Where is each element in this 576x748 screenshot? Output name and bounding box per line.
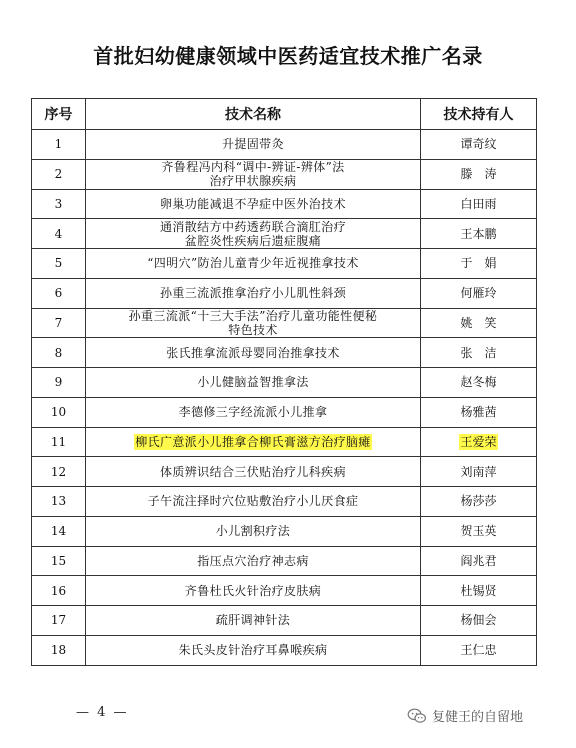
row-number-text: 12 xyxy=(50,464,67,479)
technology-holder xyxy=(421,516,537,546)
row-number-text: 16 xyxy=(50,583,67,598)
table-row xyxy=(32,606,537,636)
row-number xyxy=(32,546,86,576)
technology-name-text: 孙重三流派“十三大手法”治疗儿童功能性便秘 xyxy=(128,308,378,323)
row-number-text: 10 xyxy=(50,405,67,420)
technology-name-line1 xyxy=(86,286,420,300)
page-number: — 4 — xyxy=(76,705,129,720)
table-row xyxy=(32,219,537,249)
technology-name-line1 xyxy=(86,197,420,211)
technology-name-text: 疏肝调神针法 xyxy=(215,613,291,628)
technology-name-line1 xyxy=(86,554,420,568)
technology-name xyxy=(86,427,421,457)
technology-name-line2: 特色技术 xyxy=(228,322,278,337)
technology-holder xyxy=(421,546,537,576)
technology-holder xyxy=(421,130,537,160)
row-number-text: 3 xyxy=(54,196,63,211)
technology-name xyxy=(86,130,421,160)
holder-name-text: 杨雅茜 xyxy=(460,405,497,420)
table-row xyxy=(32,516,537,546)
technology-name xyxy=(86,338,421,368)
technology-holder xyxy=(421,368,537,398)
holder-name-text: 滕 涛 xyxy=(460,167,497,182)
technology-name xyxy=(86,606,421,636)
technology-name-line1 xyxy=(86,309,420,323)
holder-name-text: 阎兆君 xyxy=(460,553,497,568)
table-row xyxy=(32,249,537,279)
technology-holder xyxy=(421,397,537,427)
row-number xyxy=(32,576,86,606)
technology-holder xyxy=(421,606,537,636)
row-number-text: 1 xyxy=(54,137,63,152)
technology-name-line1 xyxy=(86,465,420,479)
watermark xyxy=(407,706,523,725)
technology-name-line1 xyxy=(86,346,420,360)
technology-name-text: 柳氏广意派小儿推拿合柳氏膏滋方治疗脑瘫 xyxy=(135,434,371,449)
technology-holder xyxy=(421,487,537,517)
technology-table xyxy=(31,98,537,666)
holder-name-text: 杨佃会 xyxy=(460,613,497,628)
holder-name-text: 王爱荣 xyxy=(460,434,497,449)
row-number xyxy=(32,278,86,308)
table-row xyxy=(32,278,537,308)
row-number xyxy=(32,249,86,279)
technology-name xyxy=(86,576,421,606)
technology-name xyxy=(86,546,421,576)
row-number-text: 17 xyxy=(50,613,67,628)
row-number xyxy=(32,487,86,517)
technology-holder xyxy=(421,427,537,457)
technology-name-text: 指压点穴治疗神志病 xyxy=(197,553,309,568)
technology-name xyxy=(86,368,421,398)
row-number-text: 8 xyxy=(54,345,63,360)
holder-name-text: 赵冬梅 xyxy=(460,375,497,390)
holder-name-text: 谭奇纹 xyxy=(460,137,497,152)
holder-name-text: 贺玉英 xyxy=(460,524,497,539)
technology-name-line1 xyxy=(86,256,420,270)
holder-name-text: 白田雨 xyxy=(460,196,497,211)
technology-holder xyxy=(421,457,537,487)
holder-name-text: 王仁忠 xyxy=(460,643,497,658)
row-number xyxy=(32,397,86,427)
table-row xyxy=(32,457,537,487)
row-number xyxy=(32,338,86,368)
technology-name xyxy=(86,487,421,517)
holder-name-text: 于 娟 xyxy=(460,256,497,271)
row-number-text: 14 xyxy=(50,524,67,539)
table-row xyxy=(32,487,537,517)
technology-name xyxy=(86,308,421,338)
table-row xyxy=(32,308,537,338)
table-row xyxy=(32,546,537,576)
technology-holder xyxy=(421,278,537,308)
table-row xyxy=(32,338,537,368)
row-number-text: 15 xyxy=(50,553,67,568)
technology-holder xyxy=(421,338,537,368)
row-number xyxy=(32,606,86,636)
row-number-text: 6 xyxy=(54,286,63,301)
holder-name-text: 杨莎莎 xyxy=(460,494,497,509)
row-number xyxy=(32,189,86,219)
technology-name-text: 子午流注择时穴位贴敷治疗小儿厌食症 xyxy=(147,494,359,509)
technology-name-text: 张氏推拿流派母婴同治推拿技术 xyxy=(166,345,340,360)
row-number-text: 11 xyxy=(50,434,67,449)
row-number xyxy=(32,159,86,189)
holder-name-text: 姚 笑 xyxy=(460,315,497,330)
row-number-text: 18 xyxy=(50,643,67,658)
technology-name xyxy=(86,189,421,219)
technology-name-line2: 盆腔炎性疾病后遗症腹痛 xyxy=(184,233,322,248)
technology-holder xyxy=(421,308,537,338)
header-holder: 技术持有人 xyxy=(421,99,537,130)
table-row xyxy=(32,130,537,160)
technology-name-text: 齐鲁杜氏火针治疗皮肤病 xyxy=(184,583,322,598)
table-row xyxy=(32,397,537,427)
wechat-icon xyxy=(407,708,427,724)
row-number xyxy=(32,130,86,160)
technology-holder xyxy=(421,576,537,606)
technology-name-text: 体质辨识结合三伏贴治疗儿科疾病 xyxy=(159,464,346,479)
technology-name-text: 升提固带灸 xyxy=(221,137,284,152)
technology-holder xyxy=(421,219,537,249)
technology-name xyxy=(86,457,421,487)
technology-name-line1 xyxy=(86,494,420,508)
technology-name-text: “四明穴”防治儿童青少年近视推拿技术 xyxy=(147,256,359,271)
technology-name xyxy=(86,159,421,189)
row-number-text: 7 xyxy=(54,315,63,330)
row-number-text: 4 xyxy=(54,226,63,241)
table-header-row xyxy=(32,99,537,130)
technology-holder xyxy=(421,249,537,279)
holder-name-text: 杜锡贤 xyxy=(460,583,497,598)
header-number: 序号 xyxy=(32,99,86,130)
technology-name-text: 小儿健脑益智推拿法 xyxy=(197,375,309,390)
technology-name-text: 小儿割积疗法 xyxy=(215,524,291,539)
table-row xyxy=(32,427,537,457)
table-row xyxy=(32,368,537,398)
row-number xyxy=(32,635,86,665)
technology-name-line1 xyxy=(86,220,420,234)
technology-name-text: 齐鲁程冯内科“调中-辨证-辨体”法 xyxy=(161,160,345,175)
technology-holder xyxy=(421,159,537,189)
technology-holder xyxy=(421,189,537,219)
technology-name xyxy=(86,219,421,249)
row-number xyxy=(32,308,86,338)
technology-name-line1 xyxy=(86,160,420,174)
table-row xyxy=(32,635,537,665)
technology-name xyxy=(86,249,421,279)
technology-name xyxy=(86,397,421,427)
technology-name-text: 卵巢功能减退不孕症中医外治技术 xyxy=(159,196,346,211)
technology-name-line1 xyxy=(86,613,420,627)
holder-name-text: 何雁玲 xyxy=(460,286,497,301)
technology-name-text: 孙重三流派推拿治疗小儿肌性斜颈 xyxy=(159,286,346,301)
technology-name-text: 通消散结方中药透药联合滴肛治疗 xyxy=(159,219,346,234)
row-number xyxy=(32,219,86,249)
holder-name-text: 王本鹏 xyxy=(460,226,497,241)
technology-name-line1 xyxy=(86,375,420,389)
row-number-text: 2 xyxy=(54,167,63,182)
row-number-text: 5 xyxy=(54,256,63,271)
technology-name-line1 xyxy=(86,137,420,151)
technology-name-line1 xyxy=(86,643,420,657)
table-row xyxy=(32,159,537,189)
technology-name-line1 xyxy=(86,405,420,419)
row-number xyxy=(32,427,86,457)
row-number xyxy=(32,368,86,398)
technology-name-line1 xyxy=(86,524,420,538)
technology-name-text: 李德修三字经流派小儿推拿 xyxy=(178,405,328,420)
technology-name-text: 朱氏头皮针治疗耳鼻喉疾病 xyxy=(178,643,328,658)
holder-name-text: 张 洁 xyxy=(460,345,497,360)
row-number xyxy=(32,457,86,487)
holder-name-text: 刘南萍 xyxy=(460,464,497,479)
technology-name xyxy=(86,635,421,665)
watermark-text: 复健王的自留地 xyxy=(432,710,524,725)
technology-name xyxy=(86,278,421,308)
header-technology-name: 技术名称 xyxy=(86,99,421,130)
technology-name xyxy=(86,516,421,546)
table-row xyxy=(32,189,537,219)
row-number-text: 13 xyxy=(50,494,67,509)
technology-name-line2: 治疗甲状腺疾病 xyxy=(209,174,297,189)
page-title: 首批妇幼健康领域中医药适宜技术推广名录 xyxy=(93,44,483,68)
technology-name-line1 xyxy=(86,584,420,598)
row-number-text: 9 xyxy=(54,375,63,390)
technology-holder xyxy=(421,635,537,665)
row-number xyxy=(32,516,86,546)
table-body xyxy=(32,130,537,666)
table-row xyxy=(32,576,537,606)
technology-name-line1 xyxy=(86,435,420,449)
